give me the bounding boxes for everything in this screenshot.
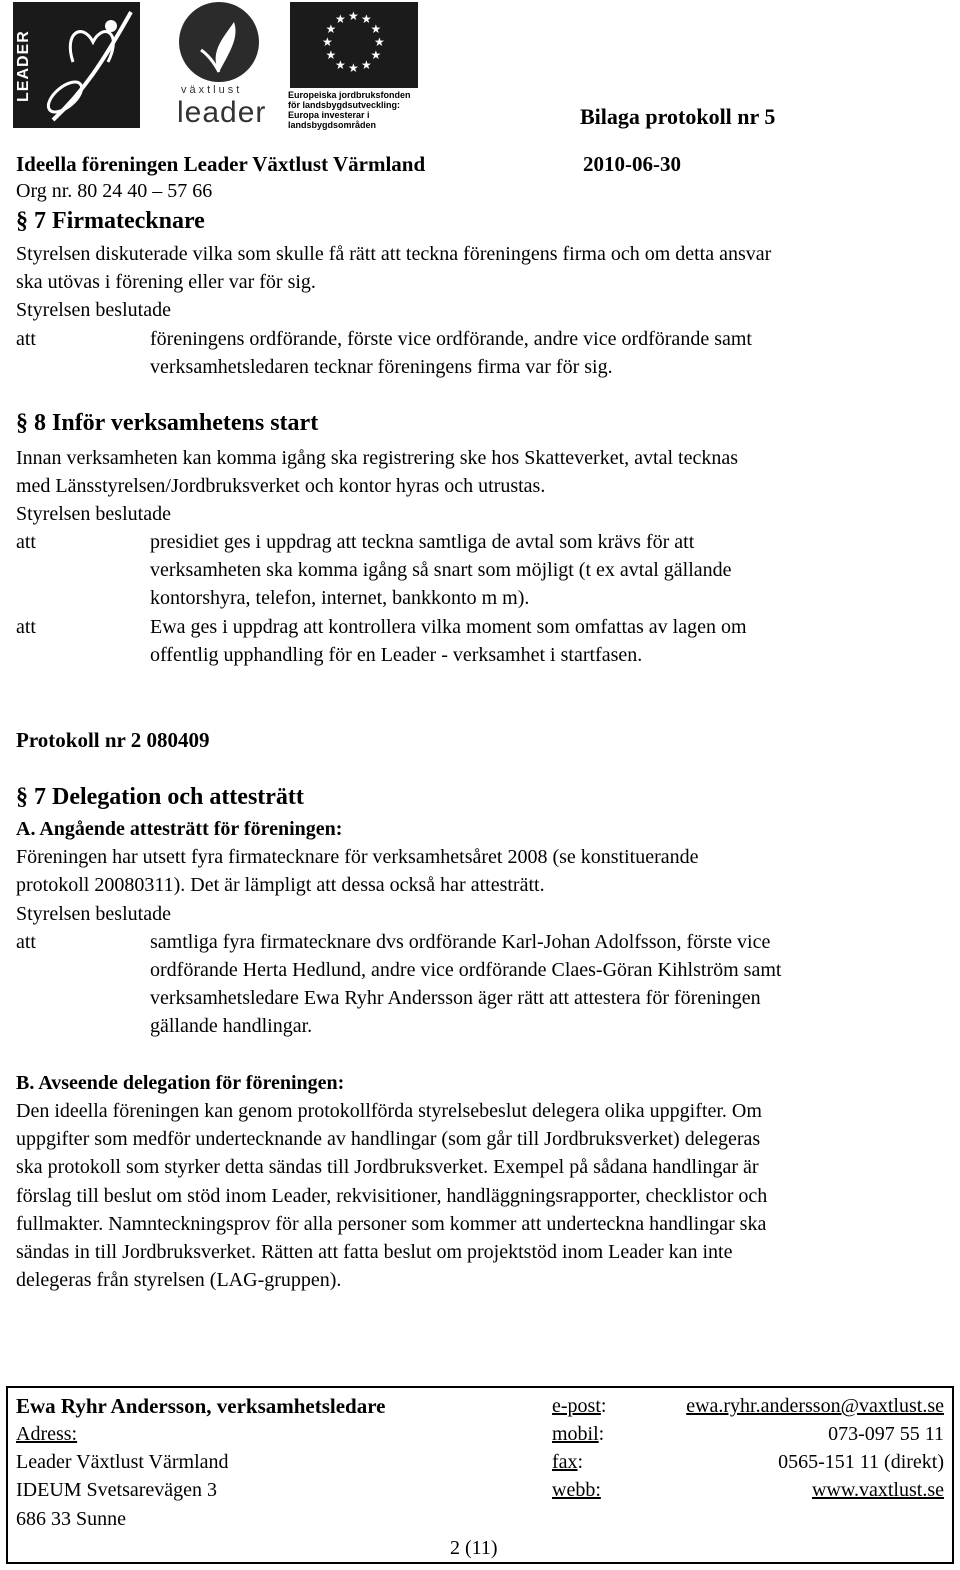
eu-star-icon: ★: [348, 61, 359, 75]
s7-att: att: [16, 328, 36, 350]
footer-mobil-value: 073-097 55 11: [828, 1423, 944, 1445]
document-date: 2010-06-30: [583, 152, 681, 176]
footer-address-line: Leader Växtlust Värmland: [16, 1451, 229, 1473]
footer-address-line: 686 33 Sunne: [16, 1508, 126, 1530]
s7b-decision-line: verksamhetsledare Ewa Ryhr Andersson äger rätt att attestera för föreningen: [150, 987, 761, 1009]
s8-att-1: att: [16, 531, 36, 553]
page-number: 2 (11): [450, 1537, 498, 1559]
footer-webb-link[interactable]: www.vaxtlust.se: [811, 1479, 944, 1501]
s7b-att: att: [16, 931, 36, 953]
eu-star-icon: ★: [374, 35, 385, 49]
s7b-decided: Styrelsen beslutade: [16, 903, 171, 925]
s7b-b-heading: B. Avseende delegation för föreningen:: [16, 1072, 345, 1094]
s7b-paragraph-line: protokoll 20080311). Det är lämpligt att dessa också har attesträtt.: [16, 874, 545, 896]
footer-epost-link[interactable]: ewa.ryhr.andersson@vaxtlust.se: [686, 1395, 944, 1417]
s8-decision-line: offentlig upphandling för en Leader - verksamhet i startfasen.: [150, 644, 643, 666]
eu-star-icon: ★: [370, 22, 382, 36]
s8-decision-line: verksamheten ska komma igång så snart som möjligt (t ex avtal gällande: [150, 559, 732, 581]
footer-contact-name: Ewa Ryhr Andersson, verksamhetsledare: [16, 1394, 386, 1418]
vaxtlust-logo: [171, 2, 275, 128]
leader-flower-icon: [13, 2, 140, 128]
leader-logo-text: LEADER: [15, 30, 32, 102]
leader-logo: [13, 2, 140, 128]
footer-epost-label: e-post:: [552, 1395, 607, 1417]
s7b-delegation-line: ska protokoll som styrker detta sändas till Jordbruksverket. Exempel på sådana handlingar är: [16, 1156, 759, 1178]
footer-address-line: IDEUM Svetsarevägen 3: [16, 1479, 218, 1501]
eu-star-icon: ★: [335, 57, 346, 72]
eu-flag-icon: [290, 2, 418, 88]
vaxtlust-logo-small: växtlust: [181, 84, 243, 96]
org-number: Org nr. 80 24 40 – 57 66: [16, 180, 213, 202]
s7b-decision-line: ordförande Herta Hedlund, andre vice ordförande Claes-Göran Kihlström samt: [150, 959, 782, 981]
s8-decision-line: Ewa ges i uppdrag att kontrollera vilka moment som omfattas av lagen om: [150, 616, 747, 638]
section-7-title: § 7 Firmatecknare: [16, 208, 205, 234]
eu-star-icon: ★: [335, 12, 346, 27]
vaxtlust-logo-big: leader: [177, 96, 267, 129]
section-7b-title: § 7 Delegation och attesträtt: [16, 784, 304, 810]
s7b-a-heading: A. Angående attesträtt för föreningen:: [16, 818, 343, 840]
org-name: Ideella föreningen Leader Växtlust Värmland: [16, 152, 426, 176]
eu-star-icon: ★: [325, 48, 337, 62]
s7-decided: Styrelsen beslutade: [16, 299, 171, 321]
footer-address-label: Adress:: [16, 1423, 78, 1445]
s7b-delegation-line: delegeras från styrelsen (LAG-gruppen).: [16, 1269, 342, 1291]
eu-star-icon: ★: [370, 48, 382, 62]
s8-decision-line: presidiet ges i uppdrag att teckna samtliga de avtal som krävs för att: [150, 531, 695, 553]
eu-logo: [288, 2, 420, 128]
s7-paragraph-line: Styrelsen diskuterade vilka som skulle få rätt att teckna föreningens firma och om detta ansvar: [16, 243, 772, 265]
footer-fax-label: fax:: [552, 1451, 584, 1473]
footer-webb-label: webb:: [552, 1479, 601, 1501]
footer-fax-value: 0565-151 11 (direkt): [778, 1451, 944, 1473]
eu-logo-caption: Europeiska jordbruksfonden för landsbygdsutveckling: Europa investerar i landsbygdsområden: [288, 90, 411, 130]
footer-mobil-label: mobil:: [552, 1423, 605, 1445]
s7b-paragraph-line: Föreningen har utsett fyra firmatecknare för verksamhetsåret 2008 (se konstituerande: [16, 846, 699, 868]
eu-star-icon: ★: [322, 35, 333, 49]
s8-att-2: att: [16, 616, 36, 638]
s7-paragraph-line: ska utövas i förening eller var för sig.: [16, 271, 316, 293]
s7b-delegation-line: förslag till beslut om stöd inom Leader, rekvisitioner, handläggningsrapporter, checklistor och: [16, 1185, 768, 1207]
s8-paragraph-line: Innan verksamheten kan komma igång ska registrering ske hos Skatteverket, avtal tecknas: [16, 447, 738, 469]
protokoll-title: Protokoll nr 2 080409: [16, 728, 210, 752]
s8-decided: Styrelsen beslutade: [16, 503, 171, 525]
s7b-delegation-line: fullmakter. Namnteckningsprov för alla personer som kommer att underteckna handlingar ska: [16, 1213, 767, 1235]
section-8-title: § 8 Inför verksamhetens start: [16, 410, 319, 436]
s8-paragraph-line: med Länsstyrelsen/Jordbruksverket och kontor hyras och utrustas.: [16, 475, 546, 497]
eu-star-icon: ★: [361, 57, 372, 72]
s7b-delegation-line: sändas in till Jordbruksverket. Rätten att fatta beslut om projektstöd inom Leader kan inte: [16, 1241, 733, 1263]
eu-star-icon: ★: [348, 9, 359, 23]
bilaga-label: Bilaga protokoll nr 5: [580, 104, 776, 129]
s7-decision-line: verksamhetsledaren tecknar föreningens firma var för sig.: [150, 356, 613, 378]
vaxtlust-swirl-icon: [179, 2, 259, 82]
eu-star-icon: ★: [325, 22, 337, 36]
s7b-delegation-line: uppgifter som medför undertecknande av handlingar (som går till Jordbruksverket) delegeras: [16, 1128, 761, 1150]
s7-decision-line: föreningens ordförande, förste vice ordförande, andre vice ordförande samt: [150, 328, 752, 350]
s7b-delegation-line: Den ideella föreningen kan genom protokollförda styrelsebeslut delegera olika uppgifter. Om: [16, 1100, 762, 1122]
s7b-decision-line: gällande handlingar.: [150, 1015, 313, 1037]
eu-star-icon: ★: [361, 12, 372, 27]
s7b-decision-line: samtliga fyra firmatecknare dvs ordförande Karl-Johan Adolfsson, förste vice: [150, 931, 771, 953]
s8-decision-line: kontorshyra, telefon, internet, bankkonto m m).: [150, 587, 530, 609]
